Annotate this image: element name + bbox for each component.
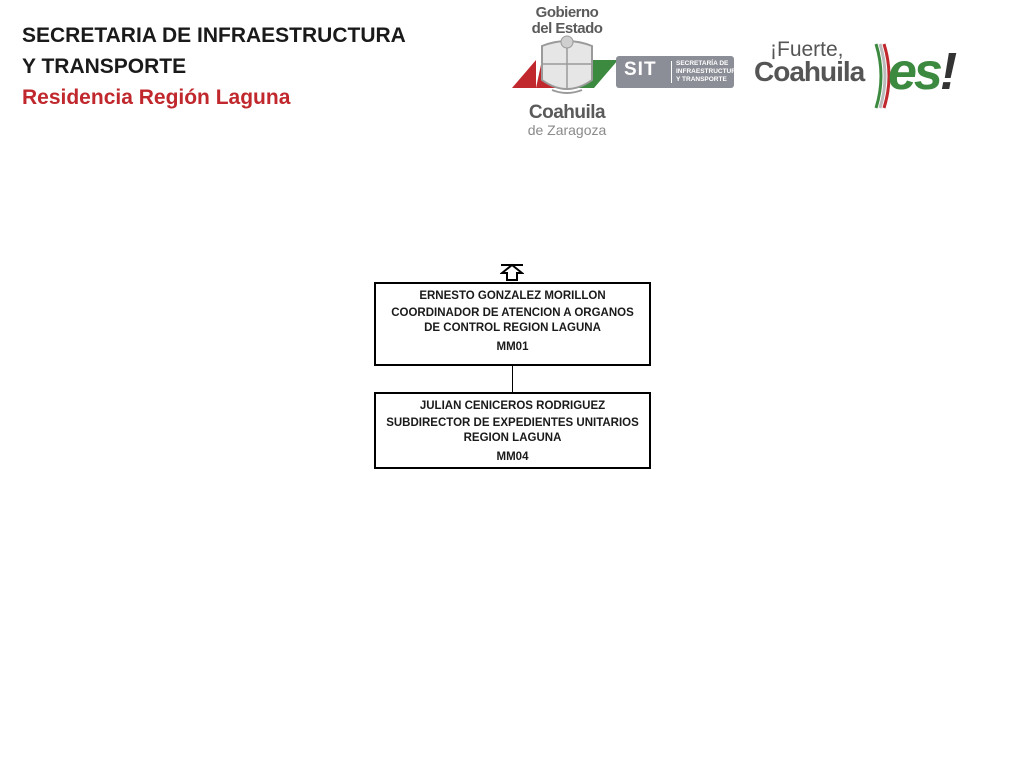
node-person-name: JULIAN CENICEROS RODRIGUEZ <box>419 400 606 412</box>
node-position-title: COORDINADOR DE ATENCION A ORGANOS DE CONTROL REGION LAGUNA <box>391 307 634 334</box>
sit-logo-label: SIT <box>624 59 657 80</box>
gobierno-logo-line-1: Gobierno <box>535 4 599 21</box>
node-position-title: SUBDIRECTOR DE EXPEDIENTES UNITARIOS REGION LAGUNA <box>386 417 639 444</box>
fuerte-logo-exclamation: ! <box>939 43 955 101</box>
page-subtitle: Residencia Región Laguna <box>22 86 291 109</box>
gobierno-coahuila-logo <box>512 2 622 142</box>
fuerte-coahuila-logo <box>752 36 982 116</box>
org-chart-node-subdirector <box>374 392 651 469</box>
fuerte-logo-es-text: es <box>888 43 940 101</box>
sit-logo-divider <box>671 61 672 83</box>
fuerte-logo-es <box>888 42 954 102</box>
fuerte-logo-line-2: Coahuila <box>754 56 865 87</box>
gobierno-logo-line-3: Coahuila <box>528 102 606 123</box>
fuerte-logo-line-1: ¡Fuerte, <box>770 38 844 61</box>
sit-logo <box>616 56 741 88</box>
gobierno-logo-line-4: de Zaragoza <box>527 122 607 138</box>
org-chart-connector <box>512 365 513 394</box>
page-title-line-1: SECRETARIA DE INFRAESTRUCTURA <box>22 24 406 47</box>
sit-logo-description: SECRETARÍA DE INFRAESTRUCTURA Y TRANSPORTE <box>676 60 741 83</box>
gobierno-logo-line-2: del Estado <box>531 20 603 37</box>
org-chart-node-coordinator <box>374 282 651 366</box>
node-person-name: ERNESTO GONZALEZ MORILLON <box>419 290 606 302</box>
page-title-line-2: Y TRANSPORTE <box>22 55 187 78</box>
node-code: MM01 <box>496 341 529 353</box>
header <box>22 20 406 113</box>
node-code: MM04 <box>496 451 529 463</box>
up-arrow-icon <box>500 263 524 283</box>
